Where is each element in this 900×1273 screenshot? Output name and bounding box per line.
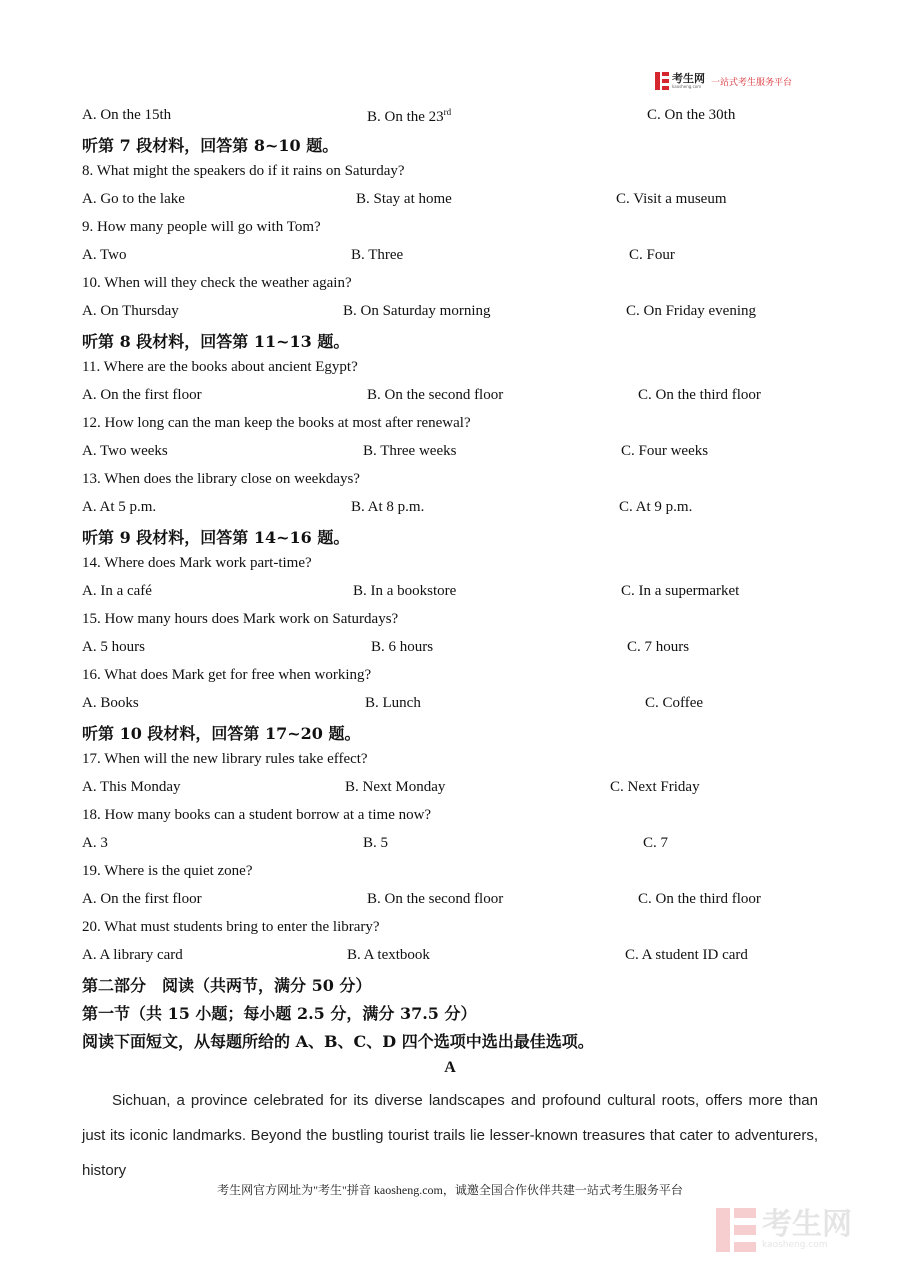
option-c: C. 7	[643, 835, 669, 851]
passage-text: Sichuan, a province celebrated for its diverse landscapes and profound cultural roots, offers more than just its iconic landmarks. Beyond the bustling tourist trails lie lesser-known treasures that cater to adventurers, history	[82, 1092, 818, 1179]
question: 16. What does Mark get for free when working?	[82, 667, 372, 683]
question: 12. How long can the man keep the books at most after renewal?	[82, 415, 471, 431]
question: 13. When does the library close on weekdays?	[82, 471, 360, 487]
option-b: B. 5	[363, 835, 389, 851]
option-b: B. Three weeks	[363, 443, 457, 459]
brand-domain: kaosheng.com	[672, 83, 702, 89]
option-a: A. 3	[82, 835, 108, 851]
option-c: C. Next Friday	[610, 779, 700, 795]
question: 9. How many people will go with Tom?	[82, 219, 321, 235]
question: 17. When will the new library rules take effect?	[82, 751, 368, 767]
subsection-heading: 第一节（共 15 小题；每小题 2.5 分，满分 37.5 分）	[82, 1004, 477, 1023]
watermark-domain: kaosheng.com	[762, 1240, 828, 1250]
option-c: C. Four	[629, 247, 675, 263]
header-logo	[655, 72, 792, 90]
option-a: A. Go to the lake	[82, 191, 185, 207]
option-c: C. Coffee	[645, 695, 704, 711]
option-c: C. At 9 p.m.	[619, 499, 693, 515]
question: 20. What must students bring to enter the library?	[82, 919, 380, 935]
option-a: A. On Thursday	[82, 303, 179, 319]
option-a: A. In a café	[82, 583, 152, 599]
question: 14. Where does Mark work part-time?	[82, 555, 312, 571]
option-a: A. On the first floor	[82, 387, 202, 403]
option-a: A. On the 15th	[82, 107, 172, 123]
option-c: C. Four weeks	[621, 443, 709, 459]
option-c: C. On the third floor	[638, 891, 761, 907]
option-a: A. Books	[82, 695, 139, 711]
option-a: A. At 5 p.m.	[82, 499, 157, 515]
section-heading: 听第 7 段材料，回答第 8~10 题。	[82, 136, 339, 155]
option-b: B. On Saturday morning	[343, 303, 491, 319]
section-heading: 听第 10 段材料，回答第 17~20 题。	[82, 724, 361, 743]
option-c: C. 7 hours	[627, 639, 690, 655]
section-heading: 听第 8 段材料，回答第 11~13 题。	[82, 332, 350, 351]
option-b: B. Stay at home	[356, 191, 452, 207]
option-c: C. A student ID card	[625, 947, 748, 963]
option-b: B. On the second floor	[367, 387, 504, 403]
option-a: A. This Monday	[82, 779, 181, 795]
question: 19. Where is the quiet zone?	[82, 863, 253, 879]
option-c: C. Visit a museum	[616, 191, 727, 207]
instruction: 阅读下面短文，从每题所给的 A、B、C、D 四个选项中选出最佳选项。	[82, 1032, 594, 1051]
question: 18. How many books can a student borrow at a time now?	[82, 807, 432, 823]
brand-slogan: 一站式考生服务平台	[711, 77, 793, 88]
option-b: B. At 8 p.m.	[351, 499, 425, 515]
option-c: C. On Friday evening	[626, 303, 756, 319]
option-b: B. Lunch	[365, 695, 421, 711]
kaosheng-logo-icon	[655, 72, 669, 90]
option-a: A. Two	[82, 247, 127, 263]
option-a: A. Two weeks	[82, 443, 168, 459]
part-heading: 第二部分 阅读（共两节，满分 50 分）	[82, 976, 372, 995]
watermark-logo-icon	[716, 1208, 756, 1252]
section-heading: 听第 9 段材料，回答第 14~16 题。	[82, 528, 350, 547]
option-c: C. On the third floor	[638, 387, 761, 403]
option-a: A. 5 hours	[82, 639, 145, 655]
option-c: C. On the 30th	[647, 107, 736, 123]
brand-name: 考生网	[672, 71, 705, 85]
question: 15. How many hours does Mark work on Saturdays?	[82, 611, 399, 627]
option-a: A. A library card	[82, 947, 183, 963]
question: 11. Where are the books about ancient Egypt?	[82, 359, 358, 375]
option-b: B. Next Monday	[345, 779, 446, 795]
question: 10. When will they check the weather again?	[82, 275, 352, 291]
footer-note: 考生网官方网址为"考生"拼音 kaosheng.com，诚邀全国合作伙伴共建一站式考生服务平台	[217, 1183, 683, 1197]
passage-label: A	[444, 1059, 456, 1076]
option-b: B. 6 hours	[371, 639, 434, 655]
option-b: B. On the second floor	[367, 891, 504, 907]
watermark-text: 考生网	[762, 1207, 852, 1242]
option-c: C. In a supermarket	[621, 583, 740, 599]
question: 8. What might the speakers do if it rains on Saturday?	[82, 163, 405, 179]
option-a: A. On the first floor	[82, 891, 202, 907]
watermark	[716, 1208, 852, 1252]
option-b: B. In a bookstore	[353, 583, 457, 599]
option-b: B. On the 23rd	[367, 107, 452, 125]
option-b: B. Three	[351, 247, 404, 263]
passage	[82, 1083, 818, 1188]
option-b: B. A textbook	[347, 947, 430, 963]
